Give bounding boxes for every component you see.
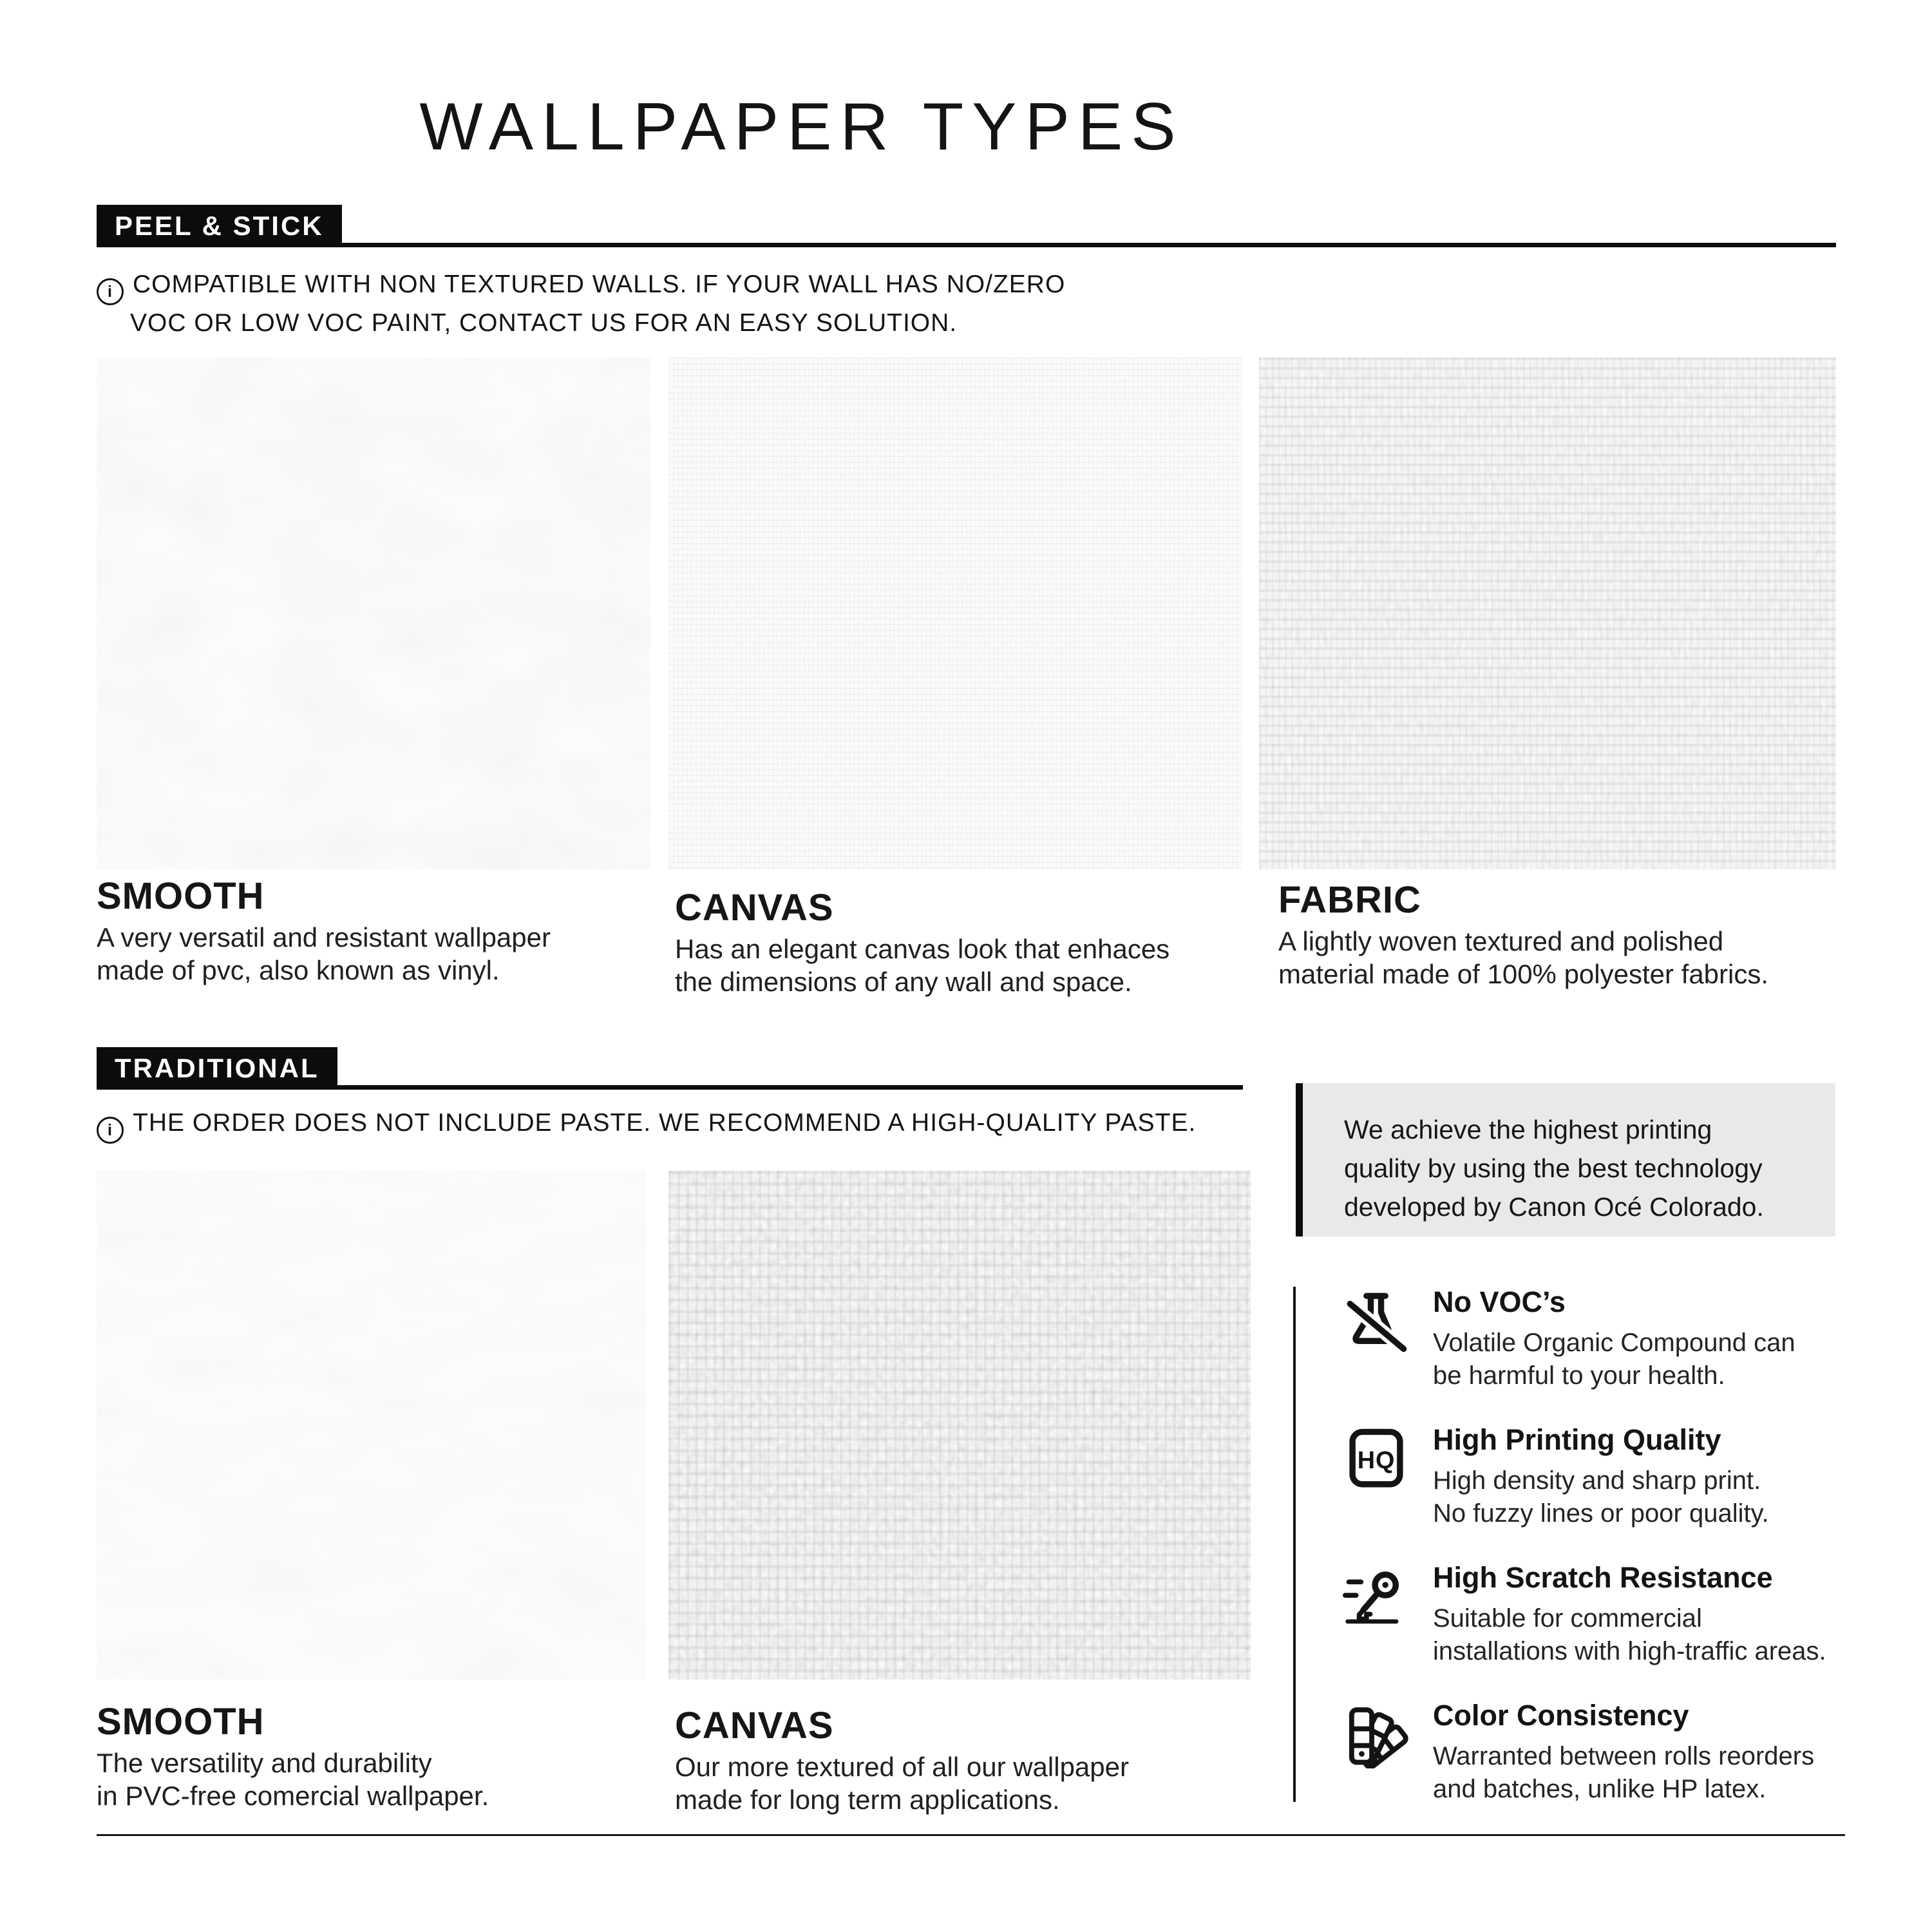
page-title: WALLPAPER TYPES <box>419 90 1184 164</box>
feature-desc: Suitable for commercial installations with high-traffic areas. <box>1433 1604 1826 1665</box>
burlap-texture-overlay <box>1259 357 1836 869</box>
peel-stick-rule <box>97 243 1836 247</box>
smooth-pvc-free-swatch <box>97 1171 646 1680</box>
hq-badge-icon <box>1343 1426 1410 1493</box>
peel-stick-note-line2: VOC OR LOW VOC PAINT, CONTACT US FOR AN EASY SOLUTION. <box>130 309 958 337</box>
no-voc-flask-icon <box>1343 1288 1410 1355</box>
printing-quality-callout-text: We achieve the highest printing quality by using the best technology developed by Canon Océ Colorado. <box>1344 1115 1764 1222</box>
smooth-vinyl-swatch <box>97 357 650 869</box>
type-name-smooth-ps: SMOOTH <box>97 875 265 917</box>
woven-fabric-swatch <box>1259 357 1836 869</box>
type-name-smooth-trad: SMOOTH <box>97 1701 265 1743</box>
feature-title: High Printing Quality <box>1433 1423 1721 1456</box>
type-name-canvas-trad: CANVAS <box>675 1705 834 1747</box>
canvas-texture-overlay <box>668 357 1242 869</box>
feature-title: High Scratch Resistance <box>1433 1561 1773 1594</box>
peel-stick-note-line1: COMPATIBLE WITH NON TEXTURED WALLS. IF YOUR WALL HAS NO/ZERO <box>133 270 1066 298</box>
info-icon <box>97 1109 133 1137</box>
rough-texture-overlay <box>668 1171 1251 1680</box>
feature-desc: High density and sharp print. No fuzzy lines or poor quality. <box>1433 1466 1769 1528</box>
traditional-note-line1: THE ORDER DOES NOT INCLUDE PASTE. WE RECOMMEND A HIGH-QUALITY PASTE. <box>133 1109 1197 1137</box>
svg-text:HQ: HQ <box>1357 1447 1396 1475</box>
traditional-note <box>97 1105 1196 1144</box>
type-desc-smooth-ps: A very versatil and resistant wallpaper made of pvc, also known as vinyl. <box>97 922 551 985</box>
type-name-canvas-ps: CANVAS <box>675 887 834 929</box>
fine-canvas-swatch <box>668 357 1242 869</box>
type-desc-smooth-trad: The versatility and durability in PVC-free comercial wallpaper. <box>97 1748 489 1811</box>
info-icon <box>97 270 133 301</box>
feature-desc: Warranted between rolls reorders and batches, unlike HP latex. <box>1433 1742 1815 1803</box>
info-circle-glyph: i <box>97 278 124 305</box>
feature-desc: Volatile Organic Compound can be harmful to your health. <box>1433 1329 1795 1390</box>
feature-column-divider <box>1293 1287 1296 1802</box>
feature-no-voc <box>1343 1285 1795 1392</box>
rough-canvas-swatch <box>668 1171 1251 1680</box>
type-desc-canvas-trad: Our more textured of all our wallpaper made for long term applications. <box>675 1752 1129 1815</box>
feature-title: No VOC’s <box>1433 1285 1566 1318</box>
scratch-key-icon <box>1343 1564 1410 1631</box>
peel-stick-section-label: PEEL & STICK <box>97 205 342 247</box>
printing-quality-callout <box>1296 1083 1835 1236</box>
traditional-section-label: TRADITIONAL <box>97 1047 337 1090</box>
feature-color-consistency <box>1343 1699 1814 1806</box>
feature-high-scratch-resistance <box>1343 1561 1826 1668</box>
feature-high-printing-quality <box>1343 1423 1769 1530</box>
type-name-fabric-ps: FABRIC <box>1278 879 1421 921</box>
info-circle-glyph: i <box>97 1117 124 1144</box>
color-swatches-icon <box>1343 1701 1410 1768</box>
peel-stick-note <box>97 267 1065 341</box>
feature-title: Color Consistency <box>1433 1699 1689 1732</box>
type-desc-fabric-ps: A lightly woven textured and polished material made of 100% polyester fabrics. <box>1278 926 1769 989</box>
bottom-rule <box>97 1834 1845 1836</box>
type-desc-canvas-ps: Has an elegant canvas look that enhaces the dimensions of any wall and space. <box>675 934 1170 997</box>
